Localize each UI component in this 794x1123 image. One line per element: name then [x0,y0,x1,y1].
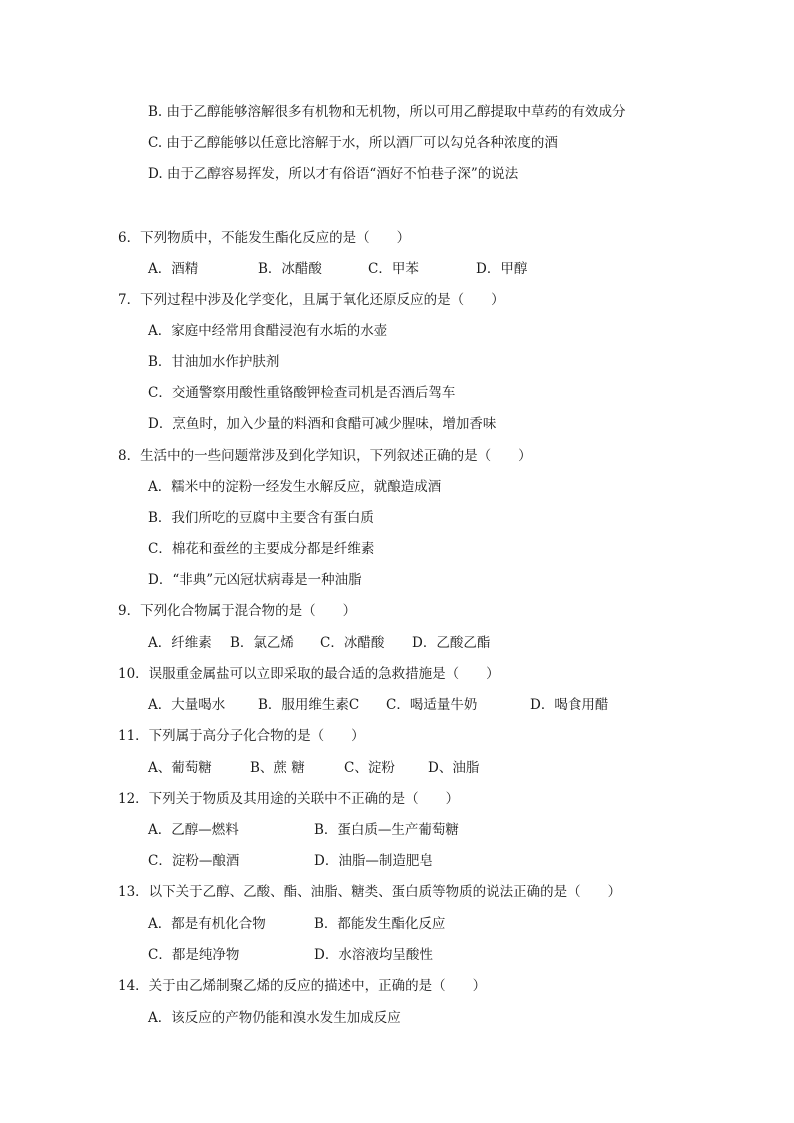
q13-option-b: B．都能发生酯化反应 [314,916,446,932]
q11-option-a: A、葡萄糖 [148,760,212,776]
q11-stem: 11．下列属于高分子化合物的是（ ） [118,728,365,744]
q14-stem: 14．关于由乙烯制聚乙烯的反应的描述中，正确的是（ ） [118,978,487,994]
q9-stem: 9．下列化合物属于混合物的是（ ） [118,603,357,619]
q11-option-d: D、油脂 [428,760,480,776]
q13-option-d: D．水溶液均呈酸性 [314,947,433,963]
q8-option-b: B．我们所吃的豆腐中主要含有蛋白质 [148,510,374,526]
q8-option-a: A．糯米中的淀粉一经发生水解反应，就酿造成酒 [148,479,442,495]
q9-option-a: A．纤维素 [148,635,212,651]
q10-option-a: A．大量喝水 [148,697,226,713]
q9-option-d: D．乙酸乙酯 [412,635,491,651]
q5-option-b: B. 由于乙醇能够溶解很多有机物和无机物，所以可用乙醇提取中草药的有效成分 [148,104,626,120]
q5-option-d: D. 由于乙醇容易挥发，所以才有俗语“酒好不怕巷子深”的说法 [148,166,519,182]
q7-option-a: A．家庭中经常用食醋浸泡有水垢的水壶 [148,323,388,339]
q6-option-b: B．冰醋酸 [258,261,322,277]
q6-option-c: C．甲苯 [368,261,419,277]
q7-option-d: D．烹鱼时，加入少量的料酒和食醋可减少腥味，增加香味 [148,416,497,432]
q7-option-c: C．交通警察用酸性重铬酸钾检查司机是否酒后驾车 [148,385,456,401]
q12-option-d: D．油脂—制造肥皂 [314,853,433,869]
q11-option-c: C、淀粉 [344,760,395,776]
q7-option-b: B．甘油加水作护肤剂 [148,354,280,370]
q10-option-d: D．喝食用醋 [530,697,609,713]
q12-option-b: B．蛋白质—生产葡萄糖 [314,822,459,838]
q6-option-a: A．酒精 [148,261,199,277]
q6-option-d: D．甲醇 [476,261,528,277]
q7-stem: 7．下列过程中涉及化学变化，且属于氧化还原反应的是（ ） [118,292,505,308]
q11-option-b: B、蔗 糖 [250,760,305,776]
q14-option-a: A．该反应的产物仍能和溴水发生加成反应 [148,1010,401,1026]
q10-option-c: C．喝适量牛奶 [386,697,478,713]
q13-stem: 13．以下关于乙醇、乙酸、酯、油脂、糖类、蛋白质等物质的说法正确的是（ ） [118,884,622,900]
q12-option-a: A．乙醇—燃料 [148,822,239,838]
q13-option-c: C．都是纯净物 [148,947,240,963]
q8-option-d: D．“非典”元凶冠状病毒是一种油脂 [148,572,362,588]
q12-stem: 12．下列关于物质及其用途的关联中不正确的是（ ） [118,791,460,807]
q13-option-a: A．都是有机化合物 [148,916,266,932]
q9-option-b: B．氯乙烯 [230,635,294,651]
q8-option-c: C．棉花和蚕丝的主要成分都是纤维素 [148,541,375,557]
q5-option-c: C. 由于乙醇能够以任意比溶解于水，所以酒厂可以勾兑各种浓度的酒 [148,135,558,151]
q10-option-b: B．服用维生素C [258,697,360,713]
q9-option-c: C．冰醋酸 [320,635,385,651]
q10-stem: 10．误服重金属盐可以立即采取的最合适的急救措施是（ ） [118,666,500,682]
q6-stem: 6．下列物质中，不能发生酯化反应的是（ ） [118,230,411,246]
q8-stem: 8．生活中的一些问题常涉及到化学知识，下列叙述正确的是（ ） [118,448,532,464]
q12-option-c: C．淀粉—酿酒 [148,853,240,869]
